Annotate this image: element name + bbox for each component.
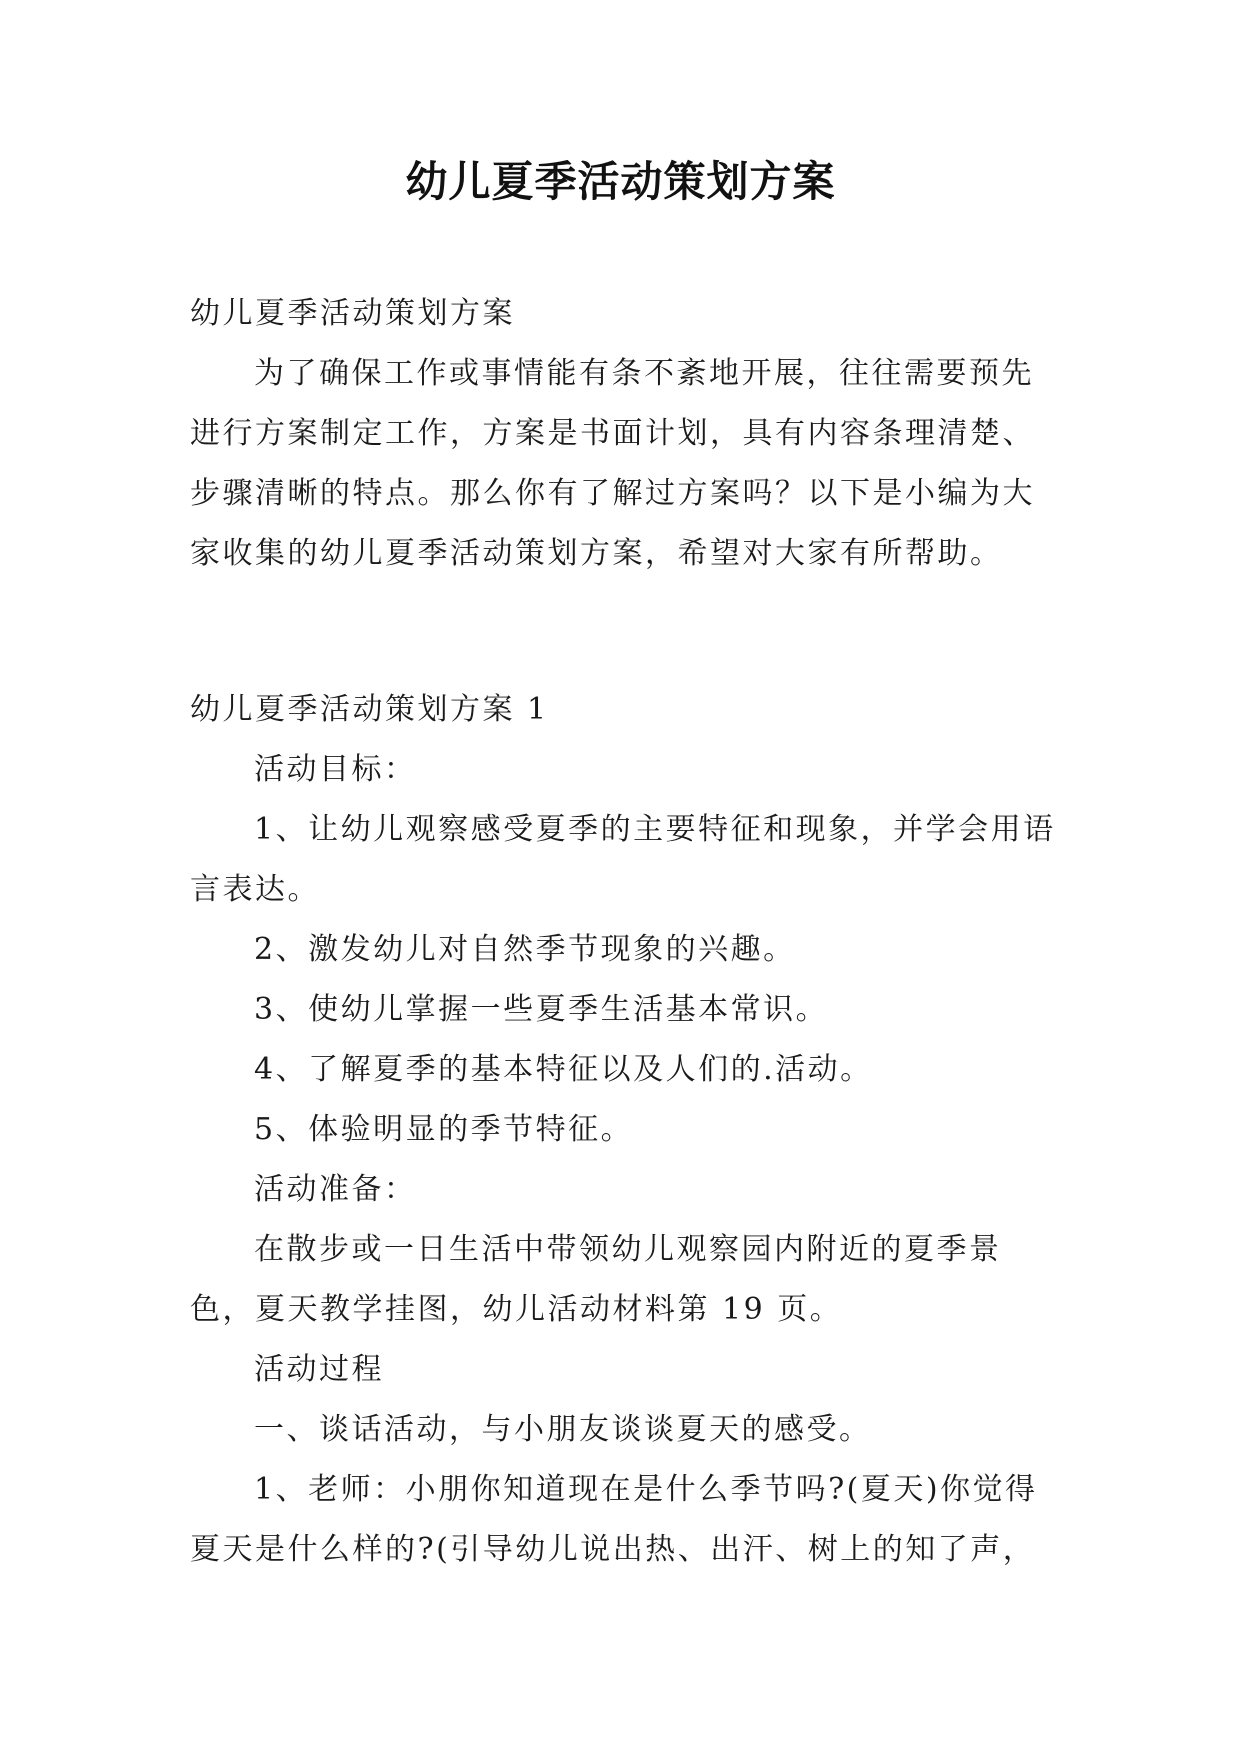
goal-item: 2、激发幼儿对自然季节现象的兴趣。: [254, 932, 796, 967]
goal-item: 3、使幼儿掌握一些夏季生活基本常识。: [254, 992, 829, 1027]
process-item: 1、老师：小朋你知道现在是什么季节吗?(夏天)你觉得夏天是什么样的?(引导幼儿说出热、出汗、树上的知了声，: [190, 1472, 1038, 1567]
document-body: [190, 284, 1060, 1580]
section-spacer: [190, 584, 1060, 680]
prep-heading: 活动准备：: [254, 1172, 417, 1207]
goal-item: 5、体验明显的季节特征。: [254, 1112, 634, 1147]
goal-item: 4、了解夏季的基本特征以及人们的.活动。: [254, 1052, 873, 1087]
prep-paragraph: 在散步或一日生活中带领幼儿观察园内附近的夏季景色，夏天教学挂图，幼儿活动材料第 19 页。: [190, 1232, 1002, 1327]
section-title: 幼儿夏季活动策划方案 1: [190, 692, 549, 727]
goal-heading: 活动目标：: [254, 752, 417, 787]
intro-paragraph: 为了确保工作或事情能有条不紊地开展，往往需要预先进行方案制定工作，方案是书面计划，具有内容条理清楚、步骤清晰的特点。那么你有了解过方案吗？以下是小编为大家收集的幼儿夏季活动策划方案，希望对大家有所帮助。: [190, 356, 1035, 571]
goal-item: 1、让幼儿观察感受夏季的主要特征和现象，并学会用语言表达。: [190, 812, 1056, 907]
document-title: 幼儿夏季活动策划方案: [405, 157, 836, 206]
process-step: 一、谈话活动，与小朋友谈谈夏天的感受。: [254, 1412, 872, 1447]
document-subtitle: 幼儿夏季活动策划方案: [190, 296, 515, 331]
process-heading: 活动过程: [254, 1352, 384, 1387]
